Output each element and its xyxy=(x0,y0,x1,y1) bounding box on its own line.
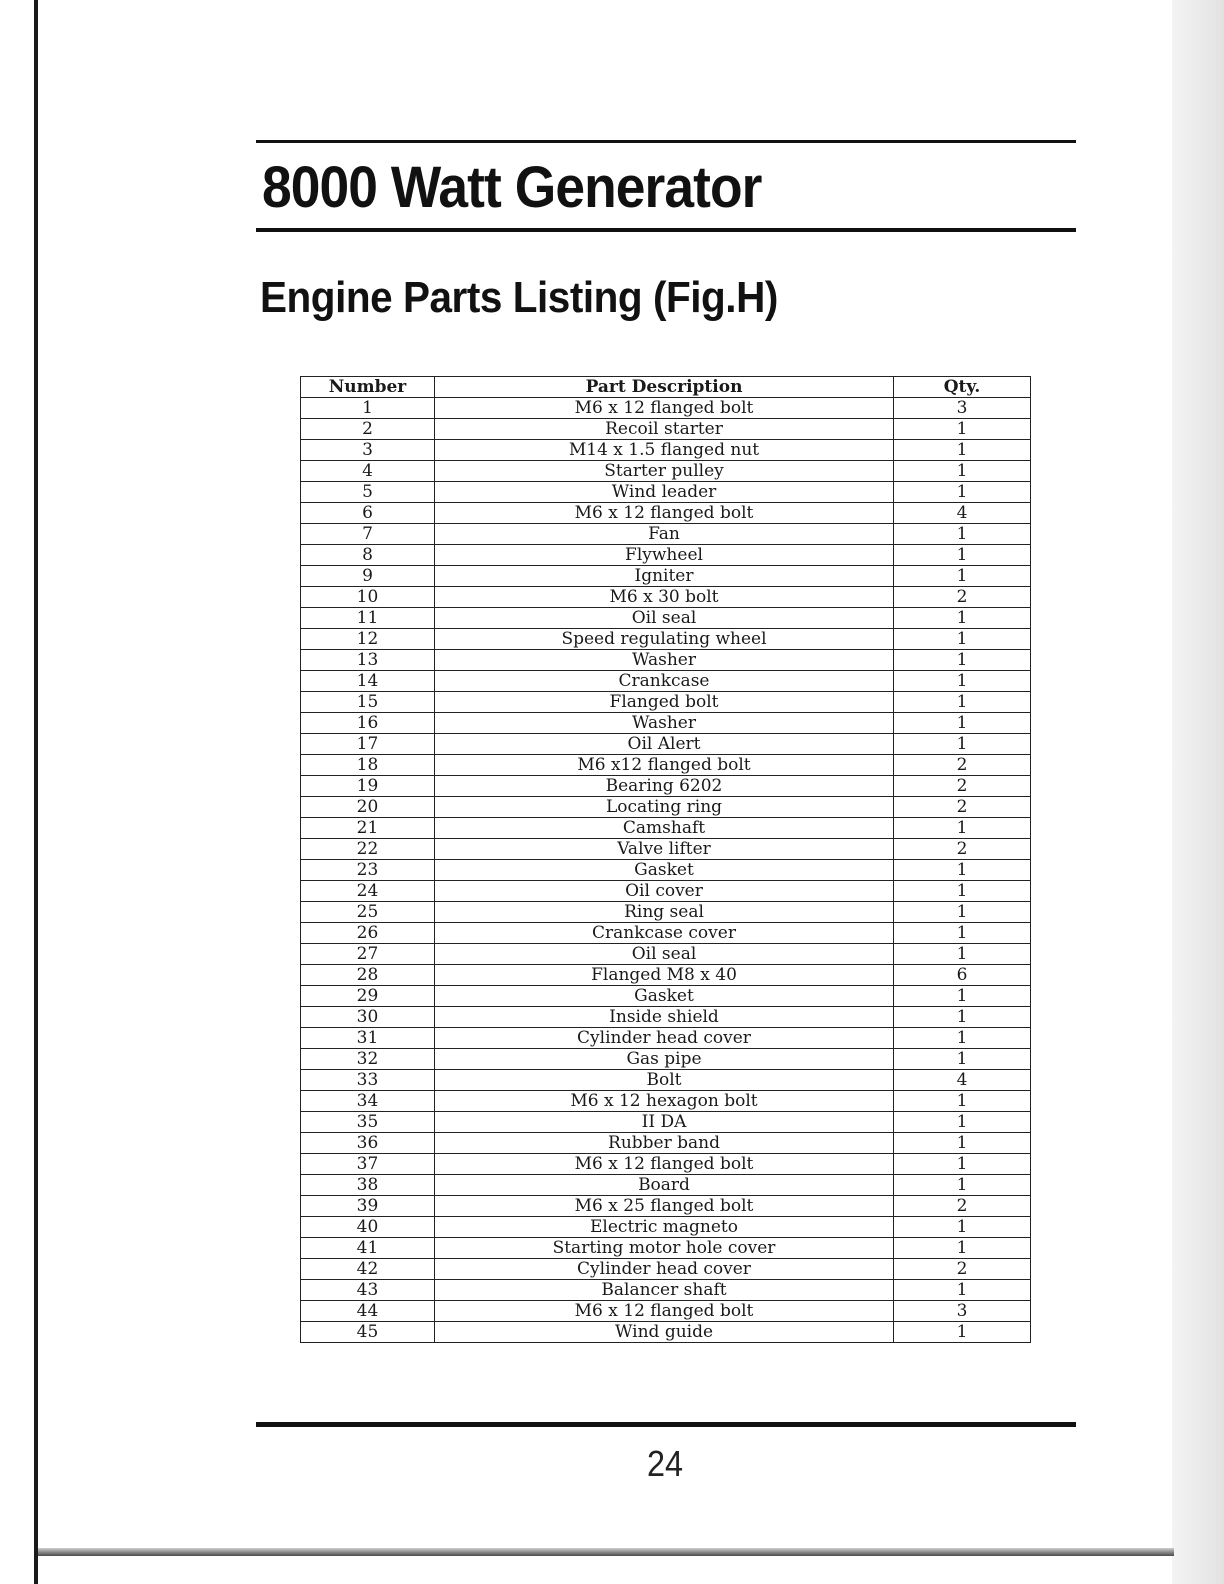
part-qty: 1 xyxy=(894,524,1031,545)
part-number: 43 xyxy=(301,1280,435,1301)
part-number: 8 xyxy=(301,545,435,566)
part-qty: 1 xyxy=(894,1175,1031,1196)
table-row xyxy=(301,1238,1031,1259)
part-qty: 1 xyxy=(894,650,1031,671)
part-description: Wind guide xyxy=(435,1322,894,1343)
table-row xyxy=(301,503,1031,524)
part-number: 23 xyxy=(301,860,435,881)
part-number: 35 xyxy=(301,1112,435,1133)
table-row xyxy=(301,713,1031,734)
table-row xyxy=(301,1112,1031,1133)
part-description: M6 x 12 flanged bolt xyxy=(435,1301,894,1322)
part-number: 39 xyxy=(301,1196,435,1217)
part-qty: 1 xyxy=(894,671,1031,692)
table-row xyxy=(301,398,1031,419)
table-row xyxy=(301,1301,1031,1322)
part-qty: 1 xyxy=(894,1238,1031,1259)
scan-bottom-edge xyxy=(38,1548,1174,1556)
part-number: 3 xyxy=(301,440,435,461)
part-qty: 3 xyxy=(894,398,1031,419)
part-qty: 4 xyxy=(894,503,1031,524)
part-number: 44 xyxy=(301,1301,435,1322)
part-description: Board xyxy=(435,1175,894,1196)
table-row xyxy=(301,1133,1031,1154)
section-title: Engine Parts Listing (Fig.H) xyxy=(260,273,778,322)
table-row xyxy=(301,482,1031,503)
part-qty: 1 xyxy=(894,923,1031,944)
part-description: M6 x 12 flanged bolt xyxy=(435,503,894,524)
part-qty: 4 xyxy=(894,1070,1031,1091)
part-qty: 2 xyxy=(894,755,1031,776)
part-qty: 1 xyxy=(894,1154,1031,1175)
part-number: 33 xyxy=(301,1070,435,1091)
part-number: 38 xyxy=(301,1175,435,1196)
part-description: Oil seal xyxy=(435,944,894,965)
table-row xyxy=(301,1259,1031,1280)
part-description: Oil cover xyxy=(435,881,894,902)
table-row xyxy=(301,776,1031,797)
part-number: 40 xyxy=(301,1217,435,1238)
table-row xyxy=(301,629,1031,650)
part-description: Cylinder head cover xyxy=(435,1259,894,1280)
part-description: Recoil starter xyxy=(435,419,894,440)
part-qty: 1 xyxy=(894,944,1031,965)
part-description: Gasket xyxy=(435,860,894,881)
part-description: Oil seal xyxy=(435,608,894,629)
part-qty: 1 xyxy=(894,1280,1031,1301)
part-qty: 1 xyxy=(894,419,1031,440)
part-number: 4 xyxy=(301,461,435,482)
table-row xyxy=(301,1007,1031,1028)
part-number: 2 xyxy=(301,419,435,440)
part-number: 42 xyxy=(301,1259,435,1280)
part-qty: 2 xyxy=(894,1259,1031,1280)
part-number: 7 xyxy=(301,524,435,545)
table-row xyxy=(301,965,1031,986)
part-qty: 1 xyxy=(894,1322,1031,1343)
part-qty: 1 xyxy=(894,461,1031,482)
part-qty: 1 xyxy=(894,1049,1031,1070)
part-description: M6 x 12 flanged bolt xyxy=(435,1154,894,1175)
part-qty: 3 xyxy=(894,1301,1031,1322)
table-row xyxy=(301,1217,1031,1238)
part-description: Speed regulating wheel xyxy=(435,629,894,650)
part-description: M6 x12 flanged bolt xyxy=(435,755,894,776)
part-qty: 1 xyxy=(894,734,1031,755)
part-description: Wind leader xyxy=(435,482,894,503)
part-number: 18 xyxy=(301,755,435,776)
table-row xyxy=(301,1196,1031,1217)
table-row xyxy=(301,797,1031,818)
part-description: Valve lifter xyxy=(435,839,894,860)
part-number: 6 xyxy=(301,503,435,524)
part-number: 21 xyxy=(301,818,435,839)
part-number: 10 xyxy=(301,587,435,608)
part-number: 36 xyxy=(301,1133,435,1154)
part-number: 30 xyxy=(301,1007,435,1028)
part-description: M6 x 30 bolt xyxy=(435,587,894,608)
header-qty: Qty. xyxy=(894,377,1031,398)
part-number: 32 xyxy=(301,1049,435,1070)
table-row xyxy=(301,419,1031,440)
part-number: 45 xyxy=(301,1322,435,1343)
footer-rule xyxy=(256,1422,1076,1427)
table-row xyxy=(301,650,1031,671)
table-row xyxy=(301,839,1031,860)
part-qty: 1 xyxy=(894,545,1031,566)
table-row xyxy=(301,692,1031,713)
part-description: Washer xyxy=(435,650,894,671)
part-description: Ring seal xyxy=(435,902,894,923)
part-number: 13 xyxy=(301,650,435,671)
part-description: Fan xyxy=(435,524,894,545)
part-qty: 6 xyxy=(894,965,1031,986)
title-top-rule xyxy=(256,140,1076,143)
table-row xyxy=(301,1322,1031,1343)
table-row xyxy=(301,818,1031,839)
page-number: 24 xyxy=(646,1443,684,1484)
part-number: 25 xyxy=(301,902,435,923)
table-row xyxy=(301,671,1031,692)
table-row xyxy=(301,1028,1031,1049)
part-qty: 1 xyxy=(894,881,1031,902)
part-description: Flywheel xyxy=(435,545,894,566)
part-number: 1 xyxy=(301,398,435,419)
table-row xyxy=(301,1070,1031,1091)
part-description: Crankcase cover xyxy=(435,923,894,944)
part-description: Electric magneto xyxy=(435,1217,894,1238)
table-row xyxy=(301,461,1031,482)
table-row xyxy=(301,608,1031,629)
part-number: 20 xyxy=(301,797,435,818)
parts-table xyxy=(300,376,1031,1343)
table-row xyxy=(301,1154,1031,1175)
part-description: Camshaft xyxy=(435,818,894,839)
table-row xyxy=(301,1280,1031,1301)
part-number: 24 xyxy=(301,881,435,902)
part-description: Oil Alert xyxy=(435,734,894,755)
document-title: 8000 Watt Generator xyxy=(262,155,762,220)
scan-left-edge xyxy=(34,0,38,1584)
part-qty: 1 xyxy=(894,860,1031,881)
part-description: Inside shield xyxy=(435,1007,894,1028)
table-row xyxy=(301,1091,1031,1112)
part-qty: 1 xyxy=(894,566,1031,587)
part-number: 29 xyxy=(301,986,435,1007)
part-qty: 1 xyxy=(894,1007,1031,1028)
table-row xyxy=(301,524,1031,545)
part-description: Cylinder head cover xyxy=(435,1028,894,1049)
header-number: Number xyxy=(301,377,435,398)
part-number: 5 xyxy=(301,482,435,503)
part-description: Washer xyxy=(435,713,894,734)
part-number: 34 xyxy=(301,1091,435,1112)
table-row xyxy=(301,755,1031,776)
part-description: Bolt xyxy=(435,1070,894,1091)
table-row xyxy=(301,986,1031,1007)
part-description: M6 x 12 flanged bolt xyxy=(435,398,894,419)
part-description: Starter pulley xyxy=(435,461,894,482)
part-description: Starting motor hole cover xyxy=(435,1238,894,1259)
part-qty: 1 xyxy=(894,629,1031,650)
part-qty: 1 xyxy=(894,482,1031,503)
table-row xyxy=(301,944,1031,965)
part-number: 37 xyxy=(301,1154,435,1175)
part-description: Balancer shaft xyxy=(435,1280,894,1301)
part-description: Flanged M8 x 40 xyxy=(435,965,894,986)
part-qty: 1 xyxy=(894,986,1031,1007)
part-qty: 1 xyxy=(894,713,1031,734)
part-qty: 1 xyxy=(894,1091,1031,1112)
part-qty: 2 xyxy=(894,797,1031,818)
part-number: 14 xyxy=(301,671,435,692)
part-number: 16 xyxy=(301,713,435,734)
table-row xyxy=(301,587,1031,608)
part-number: 19 xyxy=(301,776,435,797)
part-qty: 1 xyxy=(894,1028,1031,1049)
part-description: Gas pipe xyxy=(435,1049,894,1070)
part-number: 17 xyxy=(301,734,435,755)
table-row xyxy=(301,902,1031,923)
part-number: 41 xyxy=(301,1238,435,1259)
table-row xyxy=(301,545,1031,566)
part-qty: 1 xyxy=(894,818,1031,839)
table-row xyxy=(301,440,1031,461)
part-description: Bearing 6202 xyxy=(435,776,894,797)
part-qty: 1 xyxy=(894,1133,1031,1154)
table-header-row xyxy=(301,377,1031,398)
parts-table-body xyxy=(301,398,1031,1343)
part-number: 12 xyxy=(301,629,435,650)
part-description: Locating ring xyxy=(435,797,894,818)
part-qty: 1 xyxy=(894,902,1031,923)
part-description: Rubber band xyxy=(435,1133,894,1154)
part-qty: 2 xyxy=(894,1196,1031,1217)
part-qty: 1 xyxy=(894,692,1031,713)
header-description: Part Description xyxy=(435,377,894,398)
part-description: II DA xyxy=(435,1112,894,1133)
part-description: Flanged bolt xyxy=(435,692,894,713)
part-description: Gasket xyxy=(435,986,894,1007)
table-row xyxy=(301,860,1031,881)
table-row xyxy=(301,734,1031,755)
part-qty: 1 xyxy=(894,440,1031,461)
table-row xyxy=(301,1049,1031,1070)
part-qty: 2 xyxy=(894,839,1031,860)
part-qty: 1 xyxy=(894,1112,1031,1133)
table-row xyxy=(301,566,1031,587)
part-number: 9 xyxy=(301,566,435,587)
part-qty: 1 xyxy=(894,1217,1031,1238)
part-qty: 2 xyxy=(894,776,1031,797)
part-number: 22 xyxy=(301,839,435,860)
scan-right-shade xyxy=(1172,0,1224,1584)
title-bottom-rule xyxy=(256,228,1076,232)
part-description: M6 x 12 hexagon bolt xyxy=(435,1091,894,1112)
part-qty: 2 xyxy=(894,587,1031,608)
part-number: 15 xyxy=(301,692,435,713)
part-number: 26 xyxy=(301,923,435,944)
part-number: 28 xyxy=(301,965,435,986)
part-number: 27 xyxy=(301,944,435,965)
table-row xyxy=(301,881,1031,902)
part-description: M14 x 1.5 flanged nut xyxy=(435,440,894,461)
table-row xyxy=(301,923,1031,944)
table-row xyxy=(301,1175,1031,1196)
part-number: 11 xyxy=(301,608,435,629)
part-description: Crankcase xyxy=(435,671,894,692)
part-qty: 1 xyxy=(894,608,1031,629)
part-description: Igniter xyxy=(435,566,894,587)
part-number: 31 xyxy=(301,1028,435,1049)
part-description: M6 x 25 flanged bolt xyxy=(435,1196,894,1217)
